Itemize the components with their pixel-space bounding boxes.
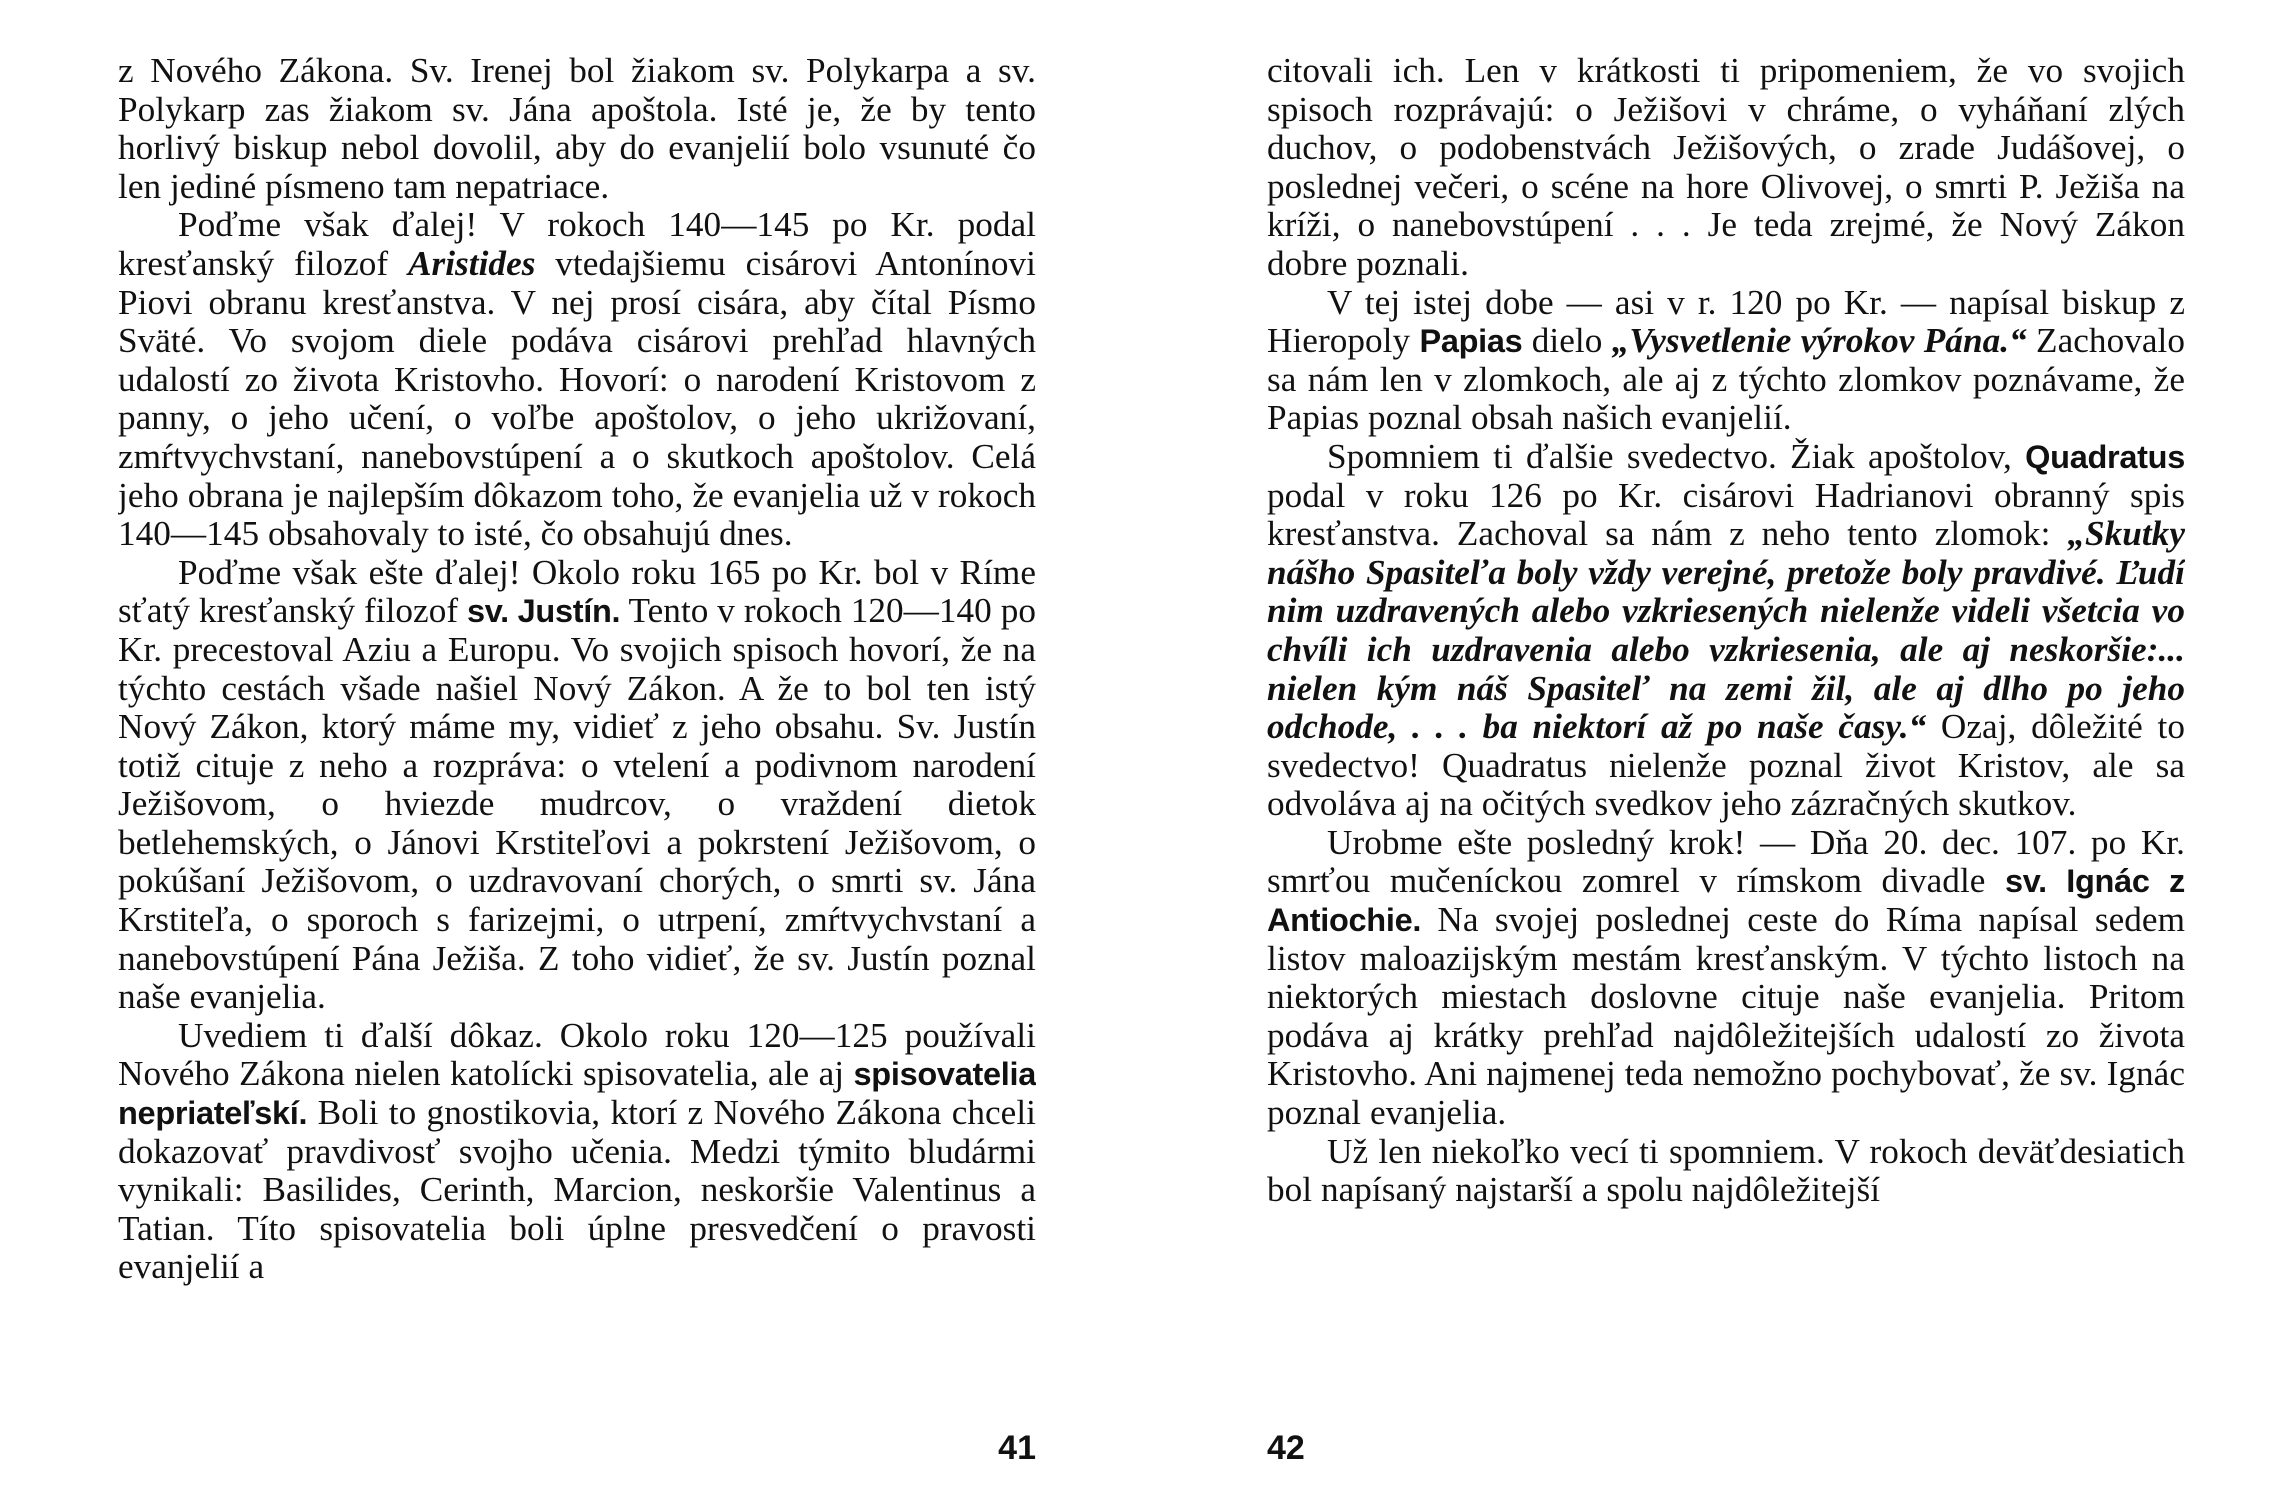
- page-number-left: 41: [998, 1429, 1036, 1467]
- paragraph: [1267, 824, 2185, 1133]
- text-run: vtedajšiemu cisárovi Antonínovi Piovi obranu kresťanstva. V nej prosí cisára, aby čítal Písmo Sväté. Vo svojom diele podáva cisárovi prehľad hlavných udalostí zo života Kristovho. Hovorí: o narodení Kristovom z panny, o jeho učení, o voľbe apoštolov, o jeho ukrižovaní, zmŕtvychvstaní, nanebovstúpení a o skutkoch apoštolov. Celá jeho obrana je najlepším dôkazom toho, že evanjelia už v rokoch 140—145 obsahovaly to isté, čo obsahujú dnes.: [118, 243, 1036, 554]
- paragraph: [1267, 52, 2185, 284]
- right-page-text: [1267, 52, 2185, 1388]
- text-run: Už len niekoľko vecí ti spomniem. V rokoch deväťdesiatich bol napísaný najstarší a spolu najdôležitejší: [1267, 1131, 2185, 1210]
- paragraph: [1267, 1133, 2185, 1210]
- text-run: Spomniem ti ďalšie svedectvo. Žiak apoštolov,: [1327, 436, 2026, 476]
- text-run: Urobme ešte posledný krok! — Dňa 20. dec. 107. po Kr. smrťou mučeníckou zomrel v rímskom divadle: [1267, 822, 2185, 901]
- page-number-right: 42: [1267, 1429, 1305, 1467]
- text-run: z Nového Zákona. Sv. Irenej bol žiakom sv. Polykarpa a sv. Polykarp zas žiakom sv. Jána apoštola. Isté je, že by tento horlivý biskup nebol dovolil, aby do evanjelií bolo vsunuté čo len jediné písmeno tam nepatriace.: [118, 52, 1036, 206]
- text-run: Boli to gnostikovia, ktorí z Nového Zákona chceli dokazovať pravdivosť svojho učenia. Medzi týmito bludármi vynikali: Basilides, Cerinth, Marcion, neskoršie Valentinus a Tatian. Títo spisovatelia boli úplne presvedčení o pravosti evanjelií a: [118, 1093, 1036, 1287]
- paragraph: [118, 1017, 1036, 1287]
- left-page: [118, 52, 1036, 1492]
- text-run: Zachovalo sa nám len v zlomkoch, ale aj z týchto zlomkov poznávame, že Papias poznal obsah našich evanjelií.: [1267, 321, 2185, 438]
- text-run: Poďme však ďalej! V rokoch 140—145 po Kr. podal kresťanský filozof: [118, 205, 1036, 283]
- italic-text: „Skutky nášho Spasiteľa boly vždy verejné, pretože boly pravdivé. Ľudí nim uzdravených alebo vzkriesených nielenže videli všetcia vo chvíli ich uzdravenia alebo vzkriesenia, ale aj neskoršie:... nielen kým náš Spasiteľ na zemi žil, ale aj dlho po jeho odchode, . . . ba niektorí až po naše časy.“: [1267, 514, 2185, 747]
- right-page: [1267, 52, 2185, 1492]
- text-run: citovali ich. Len v krátkosti ti pripomeniem, že vo svojich spisoch rozprávajú: o Ježišovi v chráme, o vyháňaní zlých duchov, o podobenstvách Ježišových, o zrade Judášovej, o poslednej večeri, o scéne na hore Olivovej, o smrti P. Ježiša na kríži, o nanebovstúpení . . . Je teda zrejmé, že Nový Zákon dobre poznali.: [1267, 52, 2185, 283]
- paragraph: [1267, 438, 2185, 824]
- text-run: Tento v rokoch 120—140 po Kr. precestoval Aziu a Europu. Vo svojich spisoch hovorí, že na týchto cestách všade našiel Nový Zákon. A že to bol ten istý Nový Zákon, ktorý máme my, vidieť z jeho obsahu. Sv. Justín totiž cituje z neho a rozpráva: o vtelení a podivnom narodení Ježišovom, o hviezde mudrcov, o vraždení dietok betlehemských, o Jánovi Krstiteľovi a pokrstení Ježišovom, o pokúšaní Ježišovom, o uzdravovaní chorých, o smrti sv. Jána Krstiteľa, o sporoch s farizejmi, o utrpení, zmŕtvychvstaní a nanebovstúpení Pána Ježiša. Z toho vidieť, že sv. Justín poznal naše evanjelia.: [118, 591, 1036, 1017]
- text-run: podal v roku 126 po Kr. cisárovi Hadrianovi obranný spis kresťanstva. Zachoval sa nám z neho tento zlomok:: [1267, 475, 2185, 554]
- paragraph: [118, 52, 1036, 206]
- text-run: Na svojej poslednej ceste do Ríma napísal sedem listov maloazijským mestám kresťanským. V týchto listoch na niektorých miestach doslovne cituje naše evanjelia. Pritom podáva aj krátky prehľad najdôležitejších udalostí zo života Kristovho. Ani najmenej teda nemožno pochybovať, že sv. Ignác poznal evanjelia.: [1267, 900, 2185, 1133]
- text-run: Uvediem ti ďalší dôkaz. Okolo roku 120—125 používali Nového Zákona nielen katolícki spisovatelia, ale aj: [118, 1015, 1036, 1094]
- text-run: V tej istej dobe — asi v r. 120 po Kr. — napísal biskup z Hieropoly: [1267, 282, 2185, 361]
- bold-text: Papias: [1419, 323, 1523, 360]
- bold-text: Quadratus: [2025, 438, 2185, 475]
- text-run: Poďme však ešte ďalej! Okolo roku 165 po Kr. bol v Ríme sťatý kresťanský filozof: [118, 552, 1036, 631]
- left-page-text: [118, 52, 1036, 1388]
- bold-text: sv. Justín.: [467, 593, 621, 630]
- italic-text: Aristides: [407, 243, 536, 283]
- paragraph: [118, 206, 1036, 553]
- bold-text: spisovatelia nepriateľskí.: [118, 1056, 1036, 1132]
- text-run: Ozaj, dôležité to svedectvo! Quadratus nielenže poznal život Kristov, ale sa odvoláva aj na očitých svedkov jeho zázračných skutkov.: [1267, 707, 2185, 824]
- paragraph: [1267, 284, 2185, 438]
- paragraph: [118, 554, 1036, 1017]
- bold-text: sv. Ignác z Antiochie.: [1267, 863, 2185, 939]
- italic-text: „Vysvetlenie výrokov Pána.“: [1611, 321, 2027, 361]
- text-run: dielo: [1522, 321, 1612, 361]
